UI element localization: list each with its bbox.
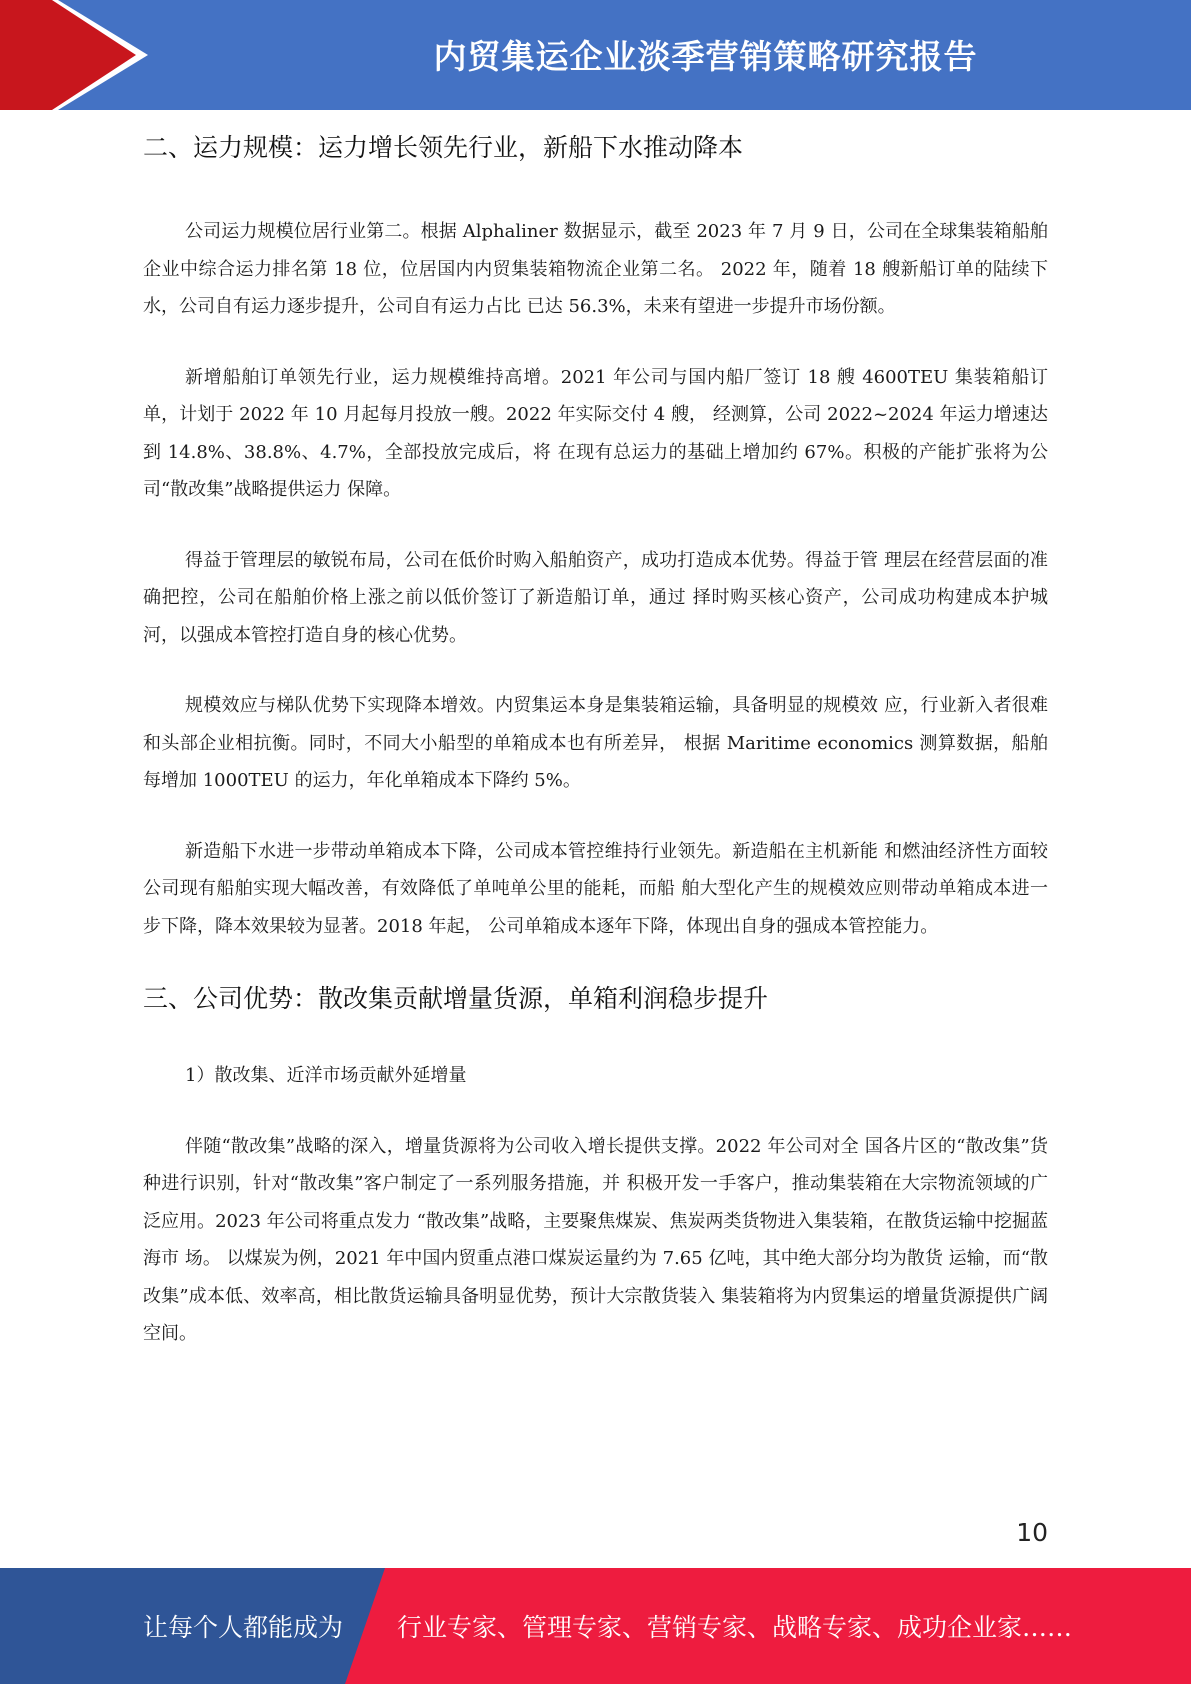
paragraph: 新造船下水进一步带动单箱成本下降，公司成本管控维持行业领先。新造船在主机新能 和燃油经济性方面较公司现有船舶实现大幅改善，有效降低了单吨单公里的能耗，而船 舶大型化产生的规模效应则带动单箱成本进一步下降，降本效果较为显著。2018 年起， 公司单箱成本逐年下降，体现出自身的强成本管控能力。 <box>143 840 1048 937</box>
section-heading-advantage: 三、公司优势：散改集贡献增量货源，单箱利润稳步提升 <box>143 984 769 1013</box>
page-header <box>0 0 1191 110</box>
subheading: 1）散改集、近洋市场贡献外延增量 <box>185 1065 467 1086</box>
paragraph: 规模效应与梯队优势下实现降本增效。内贸集运本身是集装箱运输，具备明显的规模效 应，行业新入者很难和头部企业相抗衡。同时，不同大小船型的单箱成本也有所差异， 根据 Maritime economics 测算数据，船舶每增加 1000TEU 的运力，年化单箱成本下降约 5%。 <box>143 695 1048 791</box>
paragraph: 得益于管理层的敏锐布局，公司在低价时购入船舶资产，成功打造成本优势。得益于管 理层在经营层面的准确把控，公司在船舶价格上涨之前以低价签订了新造船订单，通过 择时购买核心资产，公司成功构建成本护城河，以强成本管控打造自身的核心优势。 <box>143 549 1048 646</box>
paragraph: 新增船舶订单领先行业，运力规模维持高增。2021 年公司与国内船厂签订 18 艘 4600TEU 集装箱船订单，计划于 2022 年 10 月起每月投放一艘。2022 年实际交付 4 艘， 经测算，公司 2022~2024 年运力增速达到 14.8%、38.8%、4.7%，全部投放完成后，将 在现有总运力的基础上增加约 67%。积极的产能扩张将为公司“散改集”战略提供运力 保障。 <box>143 366 1048 500</box>
page-number: 10 <box>1016 1518 1048 1547</box>
page-body <box>143 128 1048 1353</box>
footer-slogan-left: 让每个人都能成为 <box>143 1613 344 1642</box>
report-title: 内贸集运企业淡季营销策略研究报告 <box>433 36 978 76</box>
chevron-arrow-icon <box>0 0 160 110</box>
paragraph: 公司运力规模位居行业第二。根据 Alphaliner 数据显示，截至 2023 年 7 月 9 日，公司在全球集装箱船舶企业中综合运力排名第 18 位，位居国内内贸集装箱物流企业第二名。 2022 年，随着 18 艘新船订单的陆续下水，公司自有运力逐步提升，公司自有运力占比 已达 56.3%，未来有望进一步提升市场份额。 <box>143 221 1048 317</box>
footer-slogan-right: 行业专家、管理专家、营销专家、战略专家、成功企业家…… <box>397 1613 1073 1642</box>
page-footer <box>0 1568 1191 1684</box>
section-heading-capacity: 二、运力规模：运力增长领先行业，新船下水推动降本 <box>143 133 744 162</box>
paragraph: 伴随“散改集”战略的深入，增量货源将为公司收入增长提供支撑。2022 年公司对全 国各片区的“散改集”货种进行识别，针对“散改集”客户制定了一系列服务措施，并 积极开发一手客户，推动集装箱在大宗物流领域的广泛应用。2023 年公司将重点发力 “散改集”战略，主要聚焦煤炭、焦炭两类货物进入集装箱，在散货运输中挖掘蓝海市 场。 以煤炭为例，2021 年中国内贸重点港口煤炭运量约为 7.65 亿吨，其中绝大部分均为散货 运输，而“散改集”成本低、效率高，相比散货运输具备明显优势，预计大宗散货装入 集装箱将为内贸集运的增量货源提供广阔空间。 <box>143 1135 1048 1344</box>
